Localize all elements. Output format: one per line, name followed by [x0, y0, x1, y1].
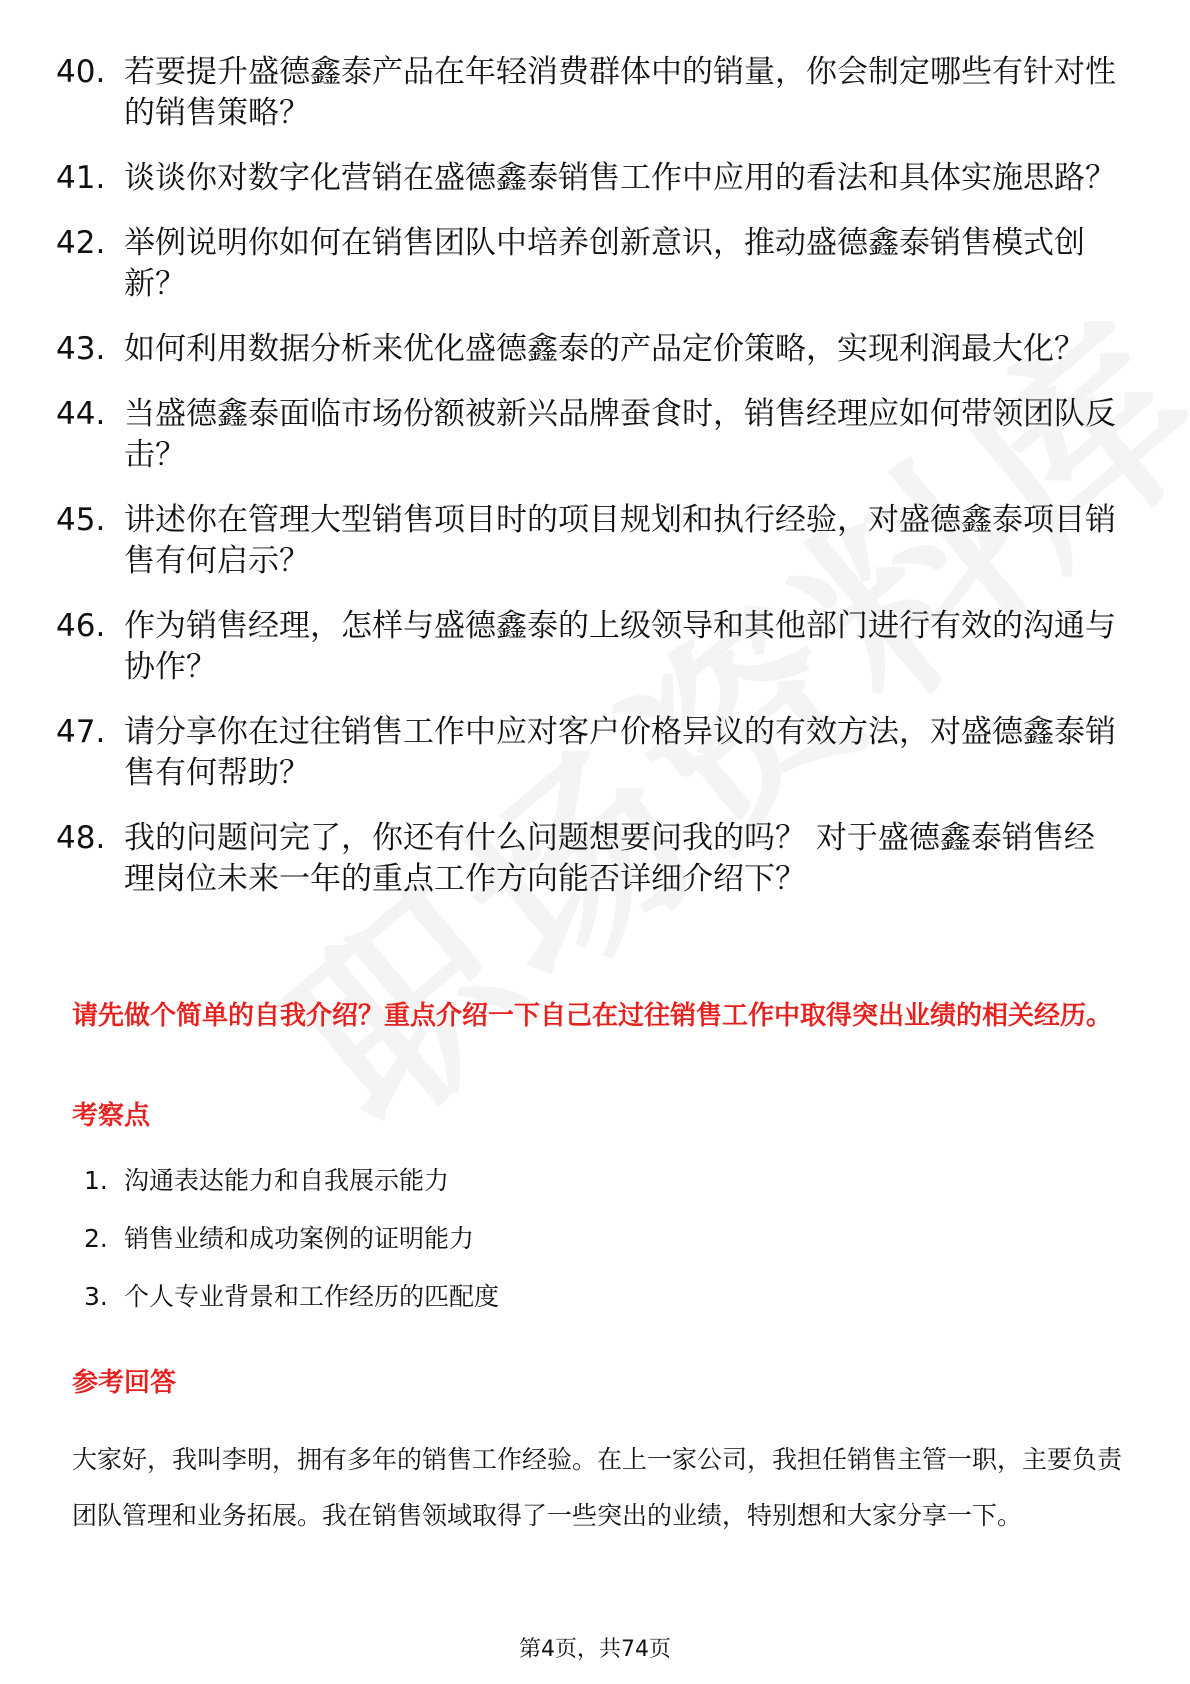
question-item	[56, 394, 1136, 476]
question-text: 讲述你在管理大型销售项目时的项目规划和执行经验，对盛德鑫泰项目销售有何启示？	[124, 502, 1116, 579]
question-item	[56, 500, 1136, 582]
assessment-point	[84, 1163, 499, 1221]
question-text: 我的问题问完了，你还有什么问题想要问我的吗？ 对于盛德鑫泰销售经理岗位未来一年的重点工作方向能否详细介绍下？	[124, 820, 1095, 897]
question-text: 如何利用数据分析来优化盛德鑫泰的产品定价策略，实现利润最大化？	[124, 331, 1085, 367]
question-number: 44.	[56, 396, 106, 432]
question-item	[56, 52, 1136, 134]
question-number: 46.	[56, 608, 106, 644]
point-text: 个人专业背景和工作经历的匹配度	[124, 1282, 500, 1311]
page-footer: 第4页，共74页	[519, 1637, 671, 1662]
reference-answer: 大家好，我叫李明，拥有多年的销售工作经验。在上一家公司，我担任销售主管一职，主要负责团队管理和业务拓展。我在销售领域取得了一些突出的业绩，特别想和大家分享一下。	[72, 1445, 1123, 1530]
question-text: 请分享你在过往销售工作中应对客户价格异议的有效方法，对盛德鑫泰销售有何帮助？	[124, 714, 1116, 791]
question-text: 谈谈你对数字化营销在盛德鑫泰销售工作中应用的看法和具体实施思路？	[124, 160, 1116, 196]
point-number: 3.	[84, 1282, 108, 1311]
question-item	[56, 606, 1136, 688]
point-text: 销售业绩和成功案例的证明能力	[124, 1224, 475, 1253]
reference-title: 参考回答	[72, 1368, 177, 1398]
highlight-question: 请先做个简单的自我介绍？重点介绍一下自己在过往销售工作中取得突出业绩的相关经历。	[72, 1001, 1113, 1031]
assessment-points	[84, 1163, 499, 1337]
question-item	[56, 223, 1136, 305]
question-text: 若要提升盛德鑫泰产品在年轻消费群体中的销量，你会制定哪些有针对性的销售策略？	[124, 54, 1116, 131]
point-text: 沟通表达能力和自我展示能力	[124, 1166, 450, 1195]
question-number: 45.	[56, 502, 106, 538]
question-text: 作为销售经理，怎样与盛德鑫泰的上级领导和其他部门进行有效的沟通与协作？	[124, 608, 1116, 685]
assessment-title: 考察点	[72, 1101, 151, 1131]
question-number: 47.	[56, 714, 106, 750]
question-number: 48.	[56, 820, 106, 856]
question-number: 42.	[56, 225, 106, 261]
assessment-point	[84, 1221, 499, 1279]
question-number: 41.	[56, 160, 106, 196]
question-list	[56, 52, 1136, 924]
question-item	[56, 329, 1136, 370]
question-text: 举例说明你如何在销售团队中培养创新意识，推动盛德鑫泰销售模式创新？	[124, 225, 1085, 302]
point-number: 1.	[84, 1166, 108, 1195]
question-text: 当盛德鑫泰面临市场份额被新兴品牌蚕食时，销售经理应如何带领团队反击？	[124, 396, 1116, 473]
question-item	[56, 712, 1136, 794]
point-number: 2.	[84, 1224, 108, 1253]
question-item	[56, 818, 1136, 900]
assessment-point	[84, 1279, 499, 1337]
question-number: 40.	[56, 54, 106, 90]
question-number: 43.	[56, 331, 106, 367]
question-item	[56, 158, 1136, 199]
